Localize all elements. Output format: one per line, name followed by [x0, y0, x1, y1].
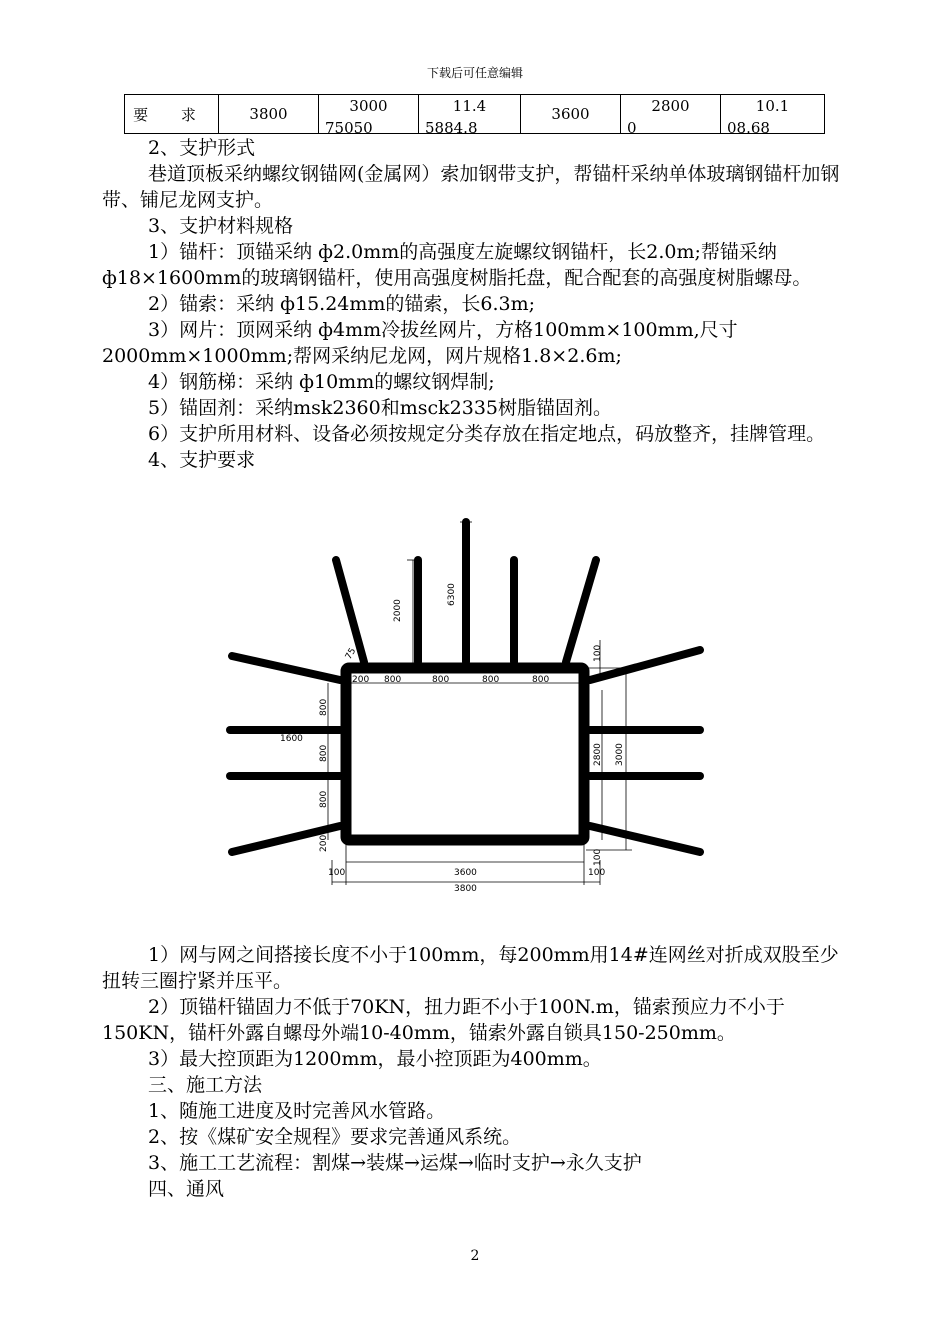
label-800-left-2: 800: [319, 744, 329, 762]
heading-support-form: 2、支护形式: [148, 137, 256, 159]
page-number: 2: [470, 1248, 480, 1264]
table-cell-6-top: 10.1: [755, 97, 790, 115]
paragraph-process-flow: 3、施工工艺流程：割煤→装煤→运煤→临时支护→永久支护: [148, 1152, 642, 1174]
roadway-frame: [346, 668, 584, 840]
label-800-left-3: 800: [319, 790, 329, 808]
label-100-bottom-1: 100: [328, 868, 346, 878]
rib-bolts: [230, 650, 700, 852]
heading-construction-method: 三、施工方法: [148, 1074, 263, 1096]
table-cell-2-bottom: 75050: [325, 119, 373, 134]
label-3000: 3000: [615, 743, 625, 766]
table-cell-width: 3800: [219, 95, 319, 134]
table-cell-2: [319, 95, 419, 134]
paragraph-mesh-overlap: 1）网与网之间搭接长度不小于100mm，每200mm用14#连网丝对折成双股至少扭转三圈拧紧并压平。: [102, 944, 839, 992]
table-cell-6-bottom: 08.68: [727, 119, 770, 134]
table-cell-6: [721, 95, 825, 134]
paragraph-ladder: 4）钢筋梯：采纳 ф10mm的螺纹钢焊制;: [148, 371, 495, 393]
label-6300: 6300: [447, 583, 457, 606]
table-cell-4: 3600: [521, 95, 621, 134]
table-cell-5-top: 2800: [651, 97, 690, 115]
roadway-support-diagram: [0, 510, 950, 910]
table-row: [125, 95, 825, 134]
label-100-top-right: 100: [593, 644, 603, 662]
paragraph-cable: 2）锚索：采纳 ф15.24mm的锚索，长6.3m;: [148, 293, 536, 315]
paragraph-anchorage: 2）顶锚杆锚固力不低于70KN，扭力距不小于100N.m，锚索预应力不小于150KN，锚杆外露自螺母外端10-40mm，锚索外露自锁具150-250mm。: [102, 996, 785, 1044]
label-3800: 3800: [454, 884, 477, 894]
label-2800: 2800: [593, 743, 603, 766]
label-200-top-left: 200: [352, 675, 370, 685]
label-1600: 1600: [280, 734, 303, 744]
body-text-bottom: [102, 942, 850, 1202]
label-800-top-4: 800: [532, 675, 550, 685]
label-100-bottom-2: 100: [588, 868, 606, 878]
header-note: 下载后可任意编辑: [426, 66, 523, 80]
roof-anchors: [336, 522, 596, 662]
heading-support-requirements: 4、支护要求: [148, 449, 256, 471]
table-cell-2-top: 3000: [349, 97, 388, 115]
label-800-top-1: 800: [384, 675, 402, 685]
table-cell-5: [621, 95, 721, 134]
roof-bolt-left: [336, 560, 364, 662]
requirements-table: [124, 94, 825, 134]
roof-bolt-right: [566, 560, 596, 662]
paragraph-storage: 6）支护所用材料、设备必须按规定分类存放在指定地点，码放整齐，挂牌管理。: [148, 423, 826, 445]
table-cell-3: [419, 95, 521, 134]
body-text-top: [102, 135, 850, 473]
paragraph-bolt: 1）锚杆：顶锚采纳 ф2.0mm的高强度左旋螺纹钢锚杆，长2.0m;帮锚采纳 ф18×1600mm的玻璃钢锚杆，使用高强度树脂托盘，配合配套的高强度树脂螺母。: [102, 241, 812, 289]
paragraph-control-distance: 3）最大控顶距为1200mm，最小控顶距为400mm。: [148, 1048, 602, 1070]
label-800-top-3: 800: [482, 675, 500, 685]
paragraph-pipeline: 1、随施工进度及时完善风水管路。: [148, 1100, 446, 1122]
heading-material-spec: 3、支护材料规格: [148, 215, 294, 237]
label-3600: 3600: [454, 868, 477, 878]
paragraph-resin: 5）锚固剂：采纳msk2360和msck2335树脂锚固剂。: [148, 397, 612, 419]
table-cell-label: 要 求: [125, 95, 219, 134]
table-cell-5-bottom: 0: [627, 119, 637, 134]
label-800-top-2: 800: [432, 675, 450, 685]
paragraph-ventilation-system: 2、按《煤矿安全规程》要求完善通风系统。: [148, 1126, 522, 1148]
label-2000: 2000: [393, 599, 403, 622]
table-cell-3-top: 11.4: [452, 97, 487, 115]
label-200-bottom-left: 200: [319, 834, 329, 852]
label-75: 75: [343, 646, 359, 662]
paragraph-support-form: 巷道顶板采纳螺纹钢锚网(金属网）索加钢带支护，帮锚杆采纳单体玻璃钢锚杆加钢带、铺尼龙网支护。: [102, 163, 840, 211]
table-cell-3-bottom: 5884.8: [425, 119, 478, 134]
heading-ventilation: 四、通风: [148, 1178, 225, 1200]
label-100-bottom-right: 100: [593, 848, 603, 866]
paragraph-mesh: 3）网片：顶网采纳 ф4mm冷拔丝网片，方格100mm×100mm,尺寸2000mm×1000mm;帮网采纳尼龙网，网片规格1.8×2.6m;: [102, 319, 738, 367]
label-800-left-1: 800: [319, 698, 329, 716]
